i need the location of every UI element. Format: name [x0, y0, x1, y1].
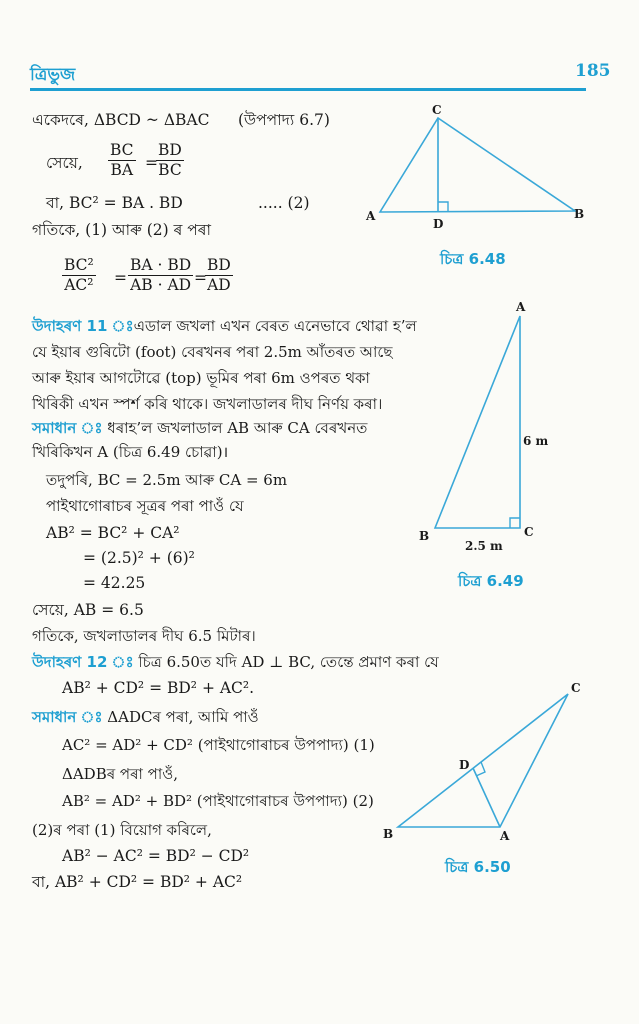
seye-label: সেয়ে, — [46, 154, 83, 172]
solution-11-line-2: খিৰিকিখন A (চিত্ৰ 6.49 চোৱা)। — [32, 443, 229, 461]
similarity-line: একেদৰে, ΔBCD ~ ΔBAC — [32, 111, 210, 129]
example-11-line-2: যে ইয়াৰ গুৰিটো (foot) বেৰখনৰ পৰা 2.5m আঁতৰত আছে — [32, 343, 393, 361]
vertex-label-b: B — [574, 207, 585, 221]
example-11-line-4: খিৰিকী এখন স্পৰ্শ কৰি থাকে। জখলাডালৰ দীঘ নিৰ্ণয় কৰা। — [32, 395, 383, 413]
page-number: 185 — [575, 61, 611, 81]
side-label-bc: 2.5 m — [465, 539, 503, 553]
equation-2-tag: ..... (2) — [258, 194, 310, 212]
solution-12-line-6: AB² − AC² = BD² − CD² — [62, 847, 250, 865]
side-label-ac: 6 m — [523, 434, 549, 448]
fraction-bc-ba: $\frac{BC}{BA}$ — [110, 141, 134, 179]
fraction-bc2-ac2: $\frac{\text{BC²}}{\text{AC²}}$ — [64, 256, 94, 294]
triangle-abc — [398, 694, 568, 827]
solution-11-line-6: = (2.5)² + (6)² — [83, 549, 195, 567]
example-12-line-1: উদাহৰণ 12 ঃ চিত্ৰ 6.50ত যদি AD ⊥ BC, তেন্তে প্ৰমাণ কৰা যে — [32, 653, 439, 671]
example-11-line-3: আৰু ইয়াৰ আগটোৱে (top) ভূমিৰ পৰা 6m ওপৰত থকা — [32, 369, 370, 387]
equals-sign: = — [114, 269, 127, 287]
theorem-ref: (উপপাদ্য 6.7) — [238, 111, 330, 129]
vertex-label-a: A — [516, 300, 526, 314]
right-angle-mark — [438, 202, 448, 212]
example-11-line-1: উদাহৰণ 11 ঃএডাল জখলা এখন বেৰত এনেভাবে থোৱা হ’ল — [32, 317, 417, 335]
solution-12-line-7: বা, AB² + CD² = BD² + AC² — [32, 873, 243, 891]
solution-11-line-4: পাইথাগোৰাচৰ সূত্ৰৰ পৰা পাওঁ যে — [46, 497, 244, 515]
vertex-label-d: D — [433, 217, 444, 231]
solution-11-line-3: তদুপৰি, BC = 2.5m আৰু CA = 6m — [46, 471, 288, 489]
solution-12-line-2: AC² = AD² + CD² (পাইথাগোৰাচৰ উপপাদ্য) (1) — [62, 736, 375, 754]
figure-6-49 — [415, 300, 565, 560]
fraction-bd-ad: $\frac{BD}{AD}$ — [207, 256, 231, 294]
vertex-label-b: B — [419, 529, 430, 543]
solution-11-line-1: সমাধান ঃ ধৰাহ’ল জখলাডাল AB আৰু CA বেৰখনত — [32, 419, 368, 437]
header-rule — [30, 88, 586, 91]
solution-12-line-3: ΔADBৰ পৰা পাওঁ, — [62, 765, 179, 783]
vertex-label-d: D — [459, 758, 470, 772]
vertex-label-b: B — [383, 827, 394, 841]
triangle-abc — [380, 118, 575, 212]
solution-11-line-8: সেয়ে, AB = 6.5 — [32, 601, 144, 619]
vertex-label-c: C — [571, 681, 581, 695]
solution-12-line-5: (2)ৰ পৰা (1) বিয়োগ কৰিলে, — [32, 821, 212, 839]
example-12-line-2: AB² + CD² = BD² + AC². — [62, 679, 255, 697]
from-1-and-2: গতিকে, (1) আৰু (2) ৰ পৰা — [32, 221, 211, 239]
equals-sign: = — [145, 154, 158, 172]
equation-2: বা, BC² = BA . BD — [46, 194, 183, 212]
vertex-label-a: A — [500, 829, 510, 843]
caption-6-49: চিত্ৰ 6.49 — [458, 572, 524, 590]
right-angle-mark — [510, 518, 520, 528]
fraction-babd-abad: $\frac{BA \cdot BD}{AB \cdot AD}$ — [130, 256, 192, 294]
solution-12-line-4: AB² = AD² + BD² (পাইথাগোৰাচৰ উপপাদ্য) (2) — [62, 792, 374, 810]
caption-6-48: চিত্ৰ 6.48 — [440, 250, 506, 268]
chapter-title: ত্ৰিভুজ — [30, 65, 76, 85]
solution-11-line-5: AB² = BC² + CA² — [46, 524, 180, 542]
equals-sign: = — [194, 269, 207, 287]
vertex-label-a: A — [366, 209, 376, 223]
vertex-label-c: C — [524, 525, 534, 539]
solution-11-line-7: = 42.25 — [83, 574, 146, 592]
caption-6-50: চিত্ৰ 6.50 — [445, 858, 511, 876]
solution-11-line-9: গতিকে, জখলাডালৰ দীঘ 6.5 মিটাৰ। — [32, 627, 256, 645]
figure-6-48 — [360, 104, 600, 234]
perpendicular-ad — [473, 768, 500, 827]
vertex-label-c: C — [432, 103, 442, 117]
triangle-abc — [435, 316, 520, 528]
solution-12-line-1: সমাধান ঃ ΔADCৰ পৰা, আমি পাওঁ — [32, 708, 259, 726]
figure-6-50 — [375, 680, 600, 845]
fraction-bd-bc: $\frac{BD}{BC}$ — [158, 141, 182, 179]
